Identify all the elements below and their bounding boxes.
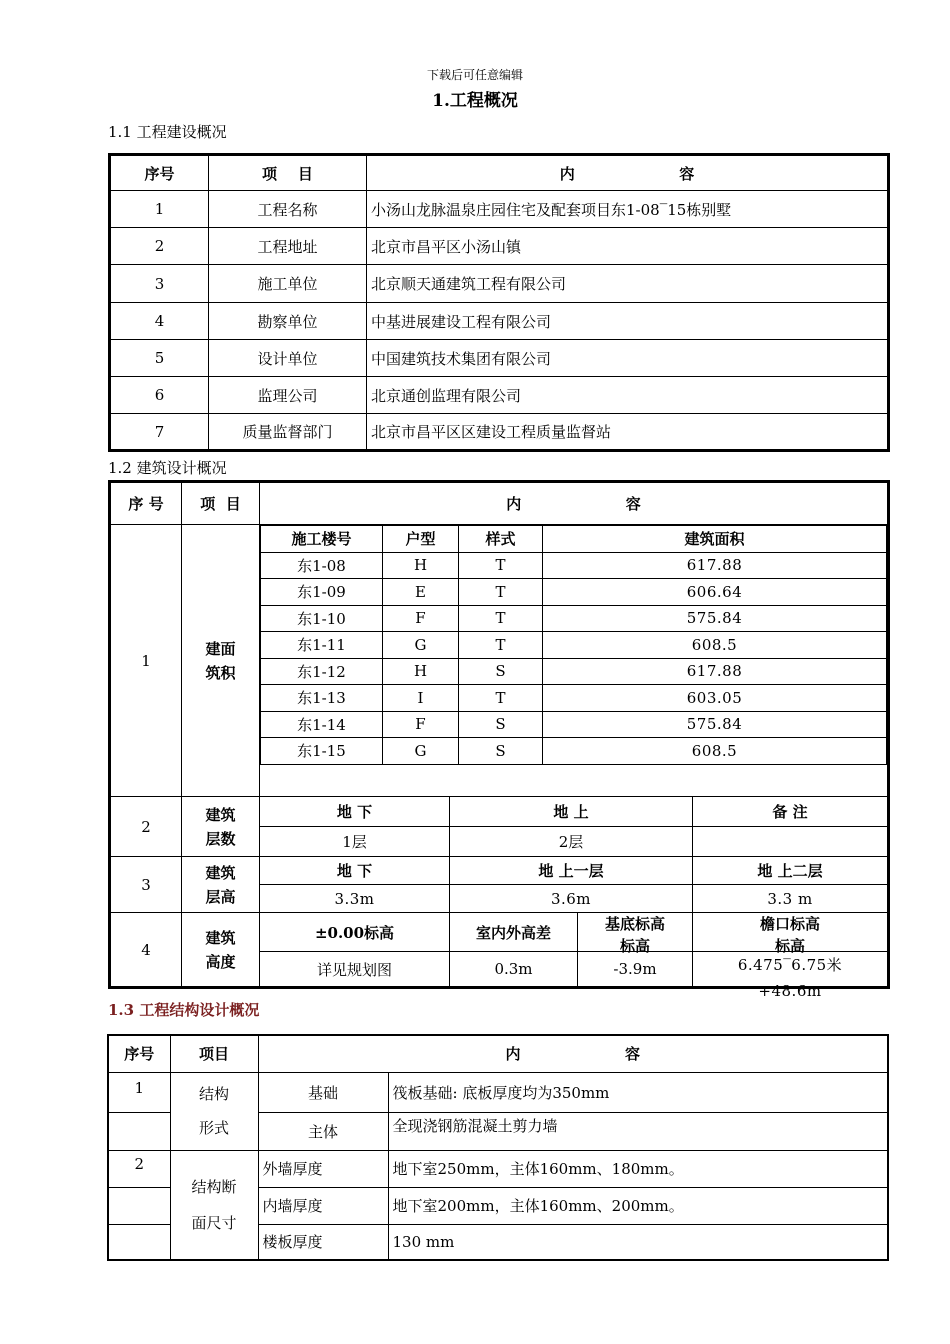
area-type: H (383, 552, 459, 579)
area-building: 东1-11 (261, 632, 383, 659)
header-content: 内 容 (258, 1035, 888, 1072)
heights-label: 建筑 层高 (182, 857, 260, 913)
section-1-3-heading: 1.3 工程结构设计概况 (108, 1001, 260, 1019)
area-style: T (459, 605, 543, 632)
slab-value: 130 mm (388, 1224, 888, 1260)
area-style: S (459, 738, 543, 765)
main-body-label: 主体 (258, 1112, 388, 1150)
elev-head-eave: 檐口标高 标高 (693, 913, 889, 952)
heights-head-second: 地 上二层 (693, 857, 889, 885)
floors-note (693, 827, 889, 857)
row-content: 北京通创监理有限公司 (367, 377, 889, 414)
floors-above: 2层 (450, 827, 693, 857)
page-title: 1.工程概况 (432, 91, 518, 111)
area-type: F (383, 711, 459, 738)
header-no: 序号 (108, 1035, 170, 1072)
area-value: 575.84 (543, 605, 887, 632)
area-building: 东1-09 (261, 579, 383, 606)
area-style: T (459, 579, 543, 606)
heights-head-below: 地 下 (260, 857, 450, 885)
top-note: 下载后可任意编辑 (426, 68, 523, 82)
area-style: T (459, 685, 543, 712)
header-no: 序号 (110, 155, 209, 191)
area-style: T (459, 632, 543, 659)
heights-first: 3.6m (450, 885, 693, 913)
area-building: 东1-15 (261, 738, 383, 765)
row-content: 北京市昌平区小汤山镇 (367, 228, 889, 265)
area-col-type: 户型 (383, 526, 459, 553)
area-col-style: 样式 (459, 526, 543, 553)
area-building: 东1-14 (261, 711, 383, 738)
section-1-1-heading: 1.1 工程建设概况 (108, 123, 227, 141)
area-value: 603.05 (543, 685, 887, 712)
elev-head-base: 基底标高 标高 (578, 913, 693, 952)
elev-label: 建筑 高度 (182, 913, 260, 988)
outer-wall-label: 外墙厚度 (258, 1150, 388, 1187)
area-col-building: 施工楼号 (261, 526, 383, 553)
row-content: 中基进展建设工程有限公司 (367, 303, 889, 340)
row-no: 7 (110, 414, 209, 451)
row-item: 勘察单位 (209, 303, 367, 340)
structure-design-table (107, 1034, 889, 1261)
area-value: 606.64 (543, 579, 887, 606)
row-no: 4 (110, 303, 209, 340)
area-col-area: 建筑面积 (543, 526, 887, 553)
area-type: H (383, 658, 459, 685)
row-item: 工程地址 (209, 228, 367, 265)
area-table (260, 525, 887, 765)
elev-zero: 详见规划图 (260, 952, 450, 988)
heights-second: 3.3 m (693, 885, 889, 913)
heights-below: 3.3m (260, 885, 450, 913)
area-value: 608.5 (543, 632, 887, 659)
area-building: 东1-12 (261, 658, 383, 685)
elev-diff: 0.3m (450, 952, 578, 988)
row-no: 5 (110, 340, 209, 377)
row-no: 1 (110, 191, 209, 228)
area-value: 608.5 (543, 738, 887, 765)
row-item: 施工单位 (209, 265, 367, 303)
section-1-2-heading: 1.2 建筑设计概况 (108, 459, 227, 477)
row-no: 1 (108, 1072, 170, 1112)
elev-eave: 6.475‾6.75米 +48.6m (693, 952, 889, 988)
area-label: 建面 筑积 (182, 525, 260, 797)
row-no: 2 (108, 1150, 170, 1187)
floors-head-below: 地 下 (260, 797, 450, 827)
elev-head-diff: 室内外高差 (450, 913, 578, 952)
area-value: 617.88 (543, 552, 887, 579)
row-no: 6 (110, 377, 209, 414)
row-content: 北京顺天通建筑工程有限公司 (367, 265, 889, 303)
inner-wall-value: 地下室200mm，主体160mm、200mm。 (388, 1187, 888, 1224)
structure-form-label: 结构 形式 (170, 1072, 258, 1150)
foundation-value: 筏板基础: 底板厚度均为350mm (388, 1072, 888, 1112)
row-no: 3 (110, 265, 209, 303)
foundation-label: 基础 (258, 1072, 388, 1112)
row-content: 中国建筑技术集团有限公司 (367, 340, 889, 377)
area-style: S (459, 658, 543, 685)
header-no: 序 号 (110, 482, 182, 525)
row-item: 质量监督部门 (209, 414, 367, 451)
row-no: 2 (110, 797, 182, 857)
heights-head-first: 地 上一层 (450, 857, 693, 885)
slab-label: 楼板厚度 (258, 1224, 388, 1260)
section-size-label: 结构断 面尺寸 (170, 1150, 258, 1260)
elev-base: -3.9m (578, 952, 693, 988)
outer-wall-value: 地下室250mm，主体160mm、180mm。 (388, 1150, 888, 1187)
area-building: 东1-13 (261, 685, 383, 712)
area-building: 东1-10 (261, 605, 383, 632)
row-no: 1 (110, 525, 182, 797)
architecture-design-table (108, 480, 890, 1000)
area-type: F (383, 605, 459, 632)
area-style: T (459, 552, 543, 579)
elev-head-zero: ±0.00标高 (260, 913, 450, 952)
area-type: I (383, 685, 459, 712)
row-item: 工程名称 (209, 191, 367, 228)
floors-below: 1层 (260, 827, 450, 857)
area-type: G (383, 738, 459, 765)
row-content: 北京市昌平区区建设工程质量监督站 (367, 414, 889, 451)
floors-head-above: 地 上 (450, 797, 693, 827)
area-building: 东1-08 (261, 552, 383, 579)
area-type: G (383, 632, 459, 659)
header-item: 项 目 (209, 155, 367, 191)
area-type: E (383, 579, 459, 606)
row-item: 设计单位 (209, 340, 367, 377)
area-style: S (459, 711, 543, 738)
inner-wall-label: 内墙厚度 (258, 1187, 388, 1224)
row-content: 小汤山龙脉温泉庄园住宅及配套项目东1-08‾15栋别墅 (367, 191, 889, 228)
row-item: 监理公司 (209, 377, 367, 414)
row-no: 2 (110, 228, 209, 265)
row-no: 4 (110, 913, 182, 988)
floors-label: 建筑 层数 (182, 797, 260, 857)
header-item: 项目 (170, 1035, 258, 1072)
main-body-value: 全现浇钢筋混凝土剪力墙 (388, 1112, 888, 1150)
header-item: 项 目 (182, 482, 260, 525)
area-value: 617.88 (543, 658, 887, 685)
area-value: 575.84 (543, 711, 887, 738)
floors-head-note: 备 注 (693, 797, 889, 827)
project-overview-table (108, 153, 890, 452)
header-content: 内 容 (260, 482, 889, 525)
header-content: 内 容 (367, 155, 889, 191)
row-no: 3 (110, 857, 182, 913)
